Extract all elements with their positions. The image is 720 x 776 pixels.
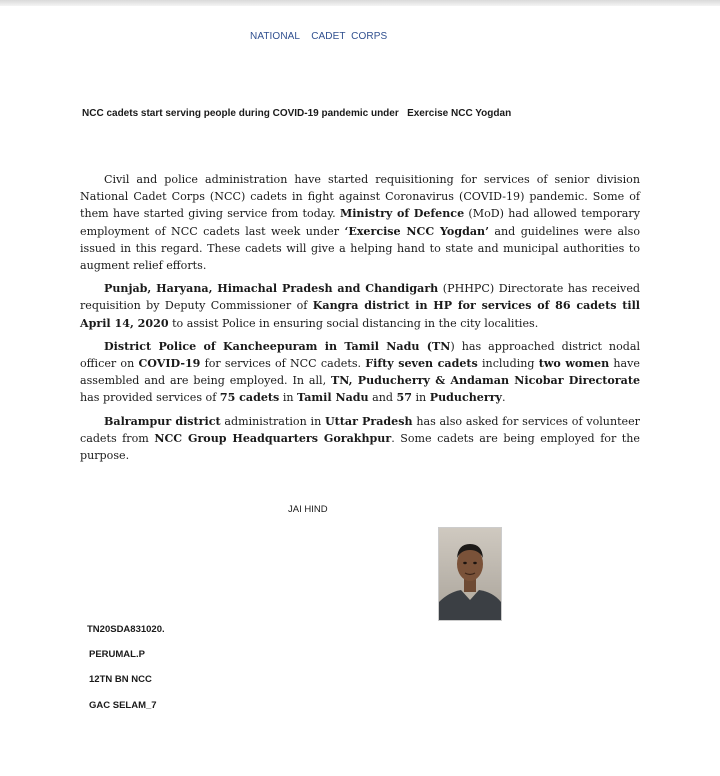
cadet-college: GAC SELAM_7	[89, 700, 157, 711]
text-run: has provided services of	[80, 391, 220, 405]
bold-run: Fifty seven cadets	[365, 357, 478, 371]
bold-run: Balrampur district	[104, 414, 221, 428]
text-run: Civil and police administration have started requisitioning for services of senior division National Cadet Corps (NCC) cadets in fight against Coronavirus (COVID-19) pandemic. Some of them have started giving service from today.	[80, 173, 640, 221]
text-run: . Some cadets are being employed for the purpose.	[80, 431, 640, 463]
bold-run: Punjab, Haryana, Himachal Pradesh and Chandigarh	[104, 282, 439, 296]
bold-run: Kangra district in HP for services of 86 cadets till April 14, 2020	[80, 299, 640, 330]
text-run: has also asked for services of volunteer cadets from	[80, 414, 640, 445]
body-paragraph	[80, 338, 640, 407]
text-run: in	[411, 391, 430, 405]
text-run: and	[368, 391, 397, 405]
text-run: (MoD) had allowed temporary employment of NCC cadets last week under	[80, 207, 640, 238]
document-title: NCC cadets start serving people during COVID-19 pandemic under Exercise NCC Yogdan	[82, 108, 512, 119]
cadet-name: PERUMAL.P	[89, 649, 145, 660]
document-header: NATIONAL CADET CORPS	[250, 31, 388, 42]
text-run: (PHHPC) Directorate has received requisition by Deputy Commissioner of	[80, 282, 640, 313]
cadet-id: TN20SDA831020.	[87, 624, 165, 635]
bold-run: Puducherry	[429, 391, 502, 405]
document-body	[80, 171, 640, 470]
bold-run: District Police of Kancheepuram in Tamil Nadu (TN	[104, 339, 451, 353]
bold-run: ‘Exercise NCC Yogdan’	[344, 224, 489, 238]
bold-run: Tamil Nadu	[297, 391, 369, 405]
text-run: and guidelines were also issued in this regard. These cadets will give a helping hand to state and municipal authorities to augment relief efforts.	[80, 224, 641, 273]
bold-run: TN, Puducherry & Andaman Nicobar Directorate	[330, 374, 640, 388]
bold-run: Ministry of Defence	[339, 207, 465, 221]
bold-run: NCC Group Headquarters Gorakhpur	[154, 431, 392, 445]
bold-run: two women	[538, 357, 610, 371]
cadet-unit: 12TN BN NCC	[89, 674, 152, 685]
bold-run: Uttar Pradesh	[324, 414, 413, 428]
text-run: ) has approached district nodal officer on	[80, 339, 641, 371]
bold-run: 57	[396, 391, 412, 405]
text-run: for services of NCC cadets.	[200, 357, 366, 371]
cadet-photo	[438, 527, 502, 621]
bold-run: COVID-19	[138, 357, 201, 371]
text-run: including	[477, 357, 539, 371]
text-run: have assembled and are being employed. In all,	[80, 357, 640, 388]
body-paragraph	[80, 413, 640, 465]
page-top-edge	[0, 0, 720, 6]
text-run: in	[279, 391, 298, 405]
portrait-image	[439, 528, 501, 620]
bold-run: 75 cadets	[219, 391, 280, 405]
text-run: .	[501, 391, 506, 405]
body-paragraph	[80, 171, 640, 274]
text-run: administration in	[220, 414, 325, 428]
closing-text: JAI HIND	[288, 504, 328, 515]
text-run: to assist Police in ensuring social distancing in the city localities.	[168, 316, 539, 330]
body-paragraph	[80, 280, 640, 332]
